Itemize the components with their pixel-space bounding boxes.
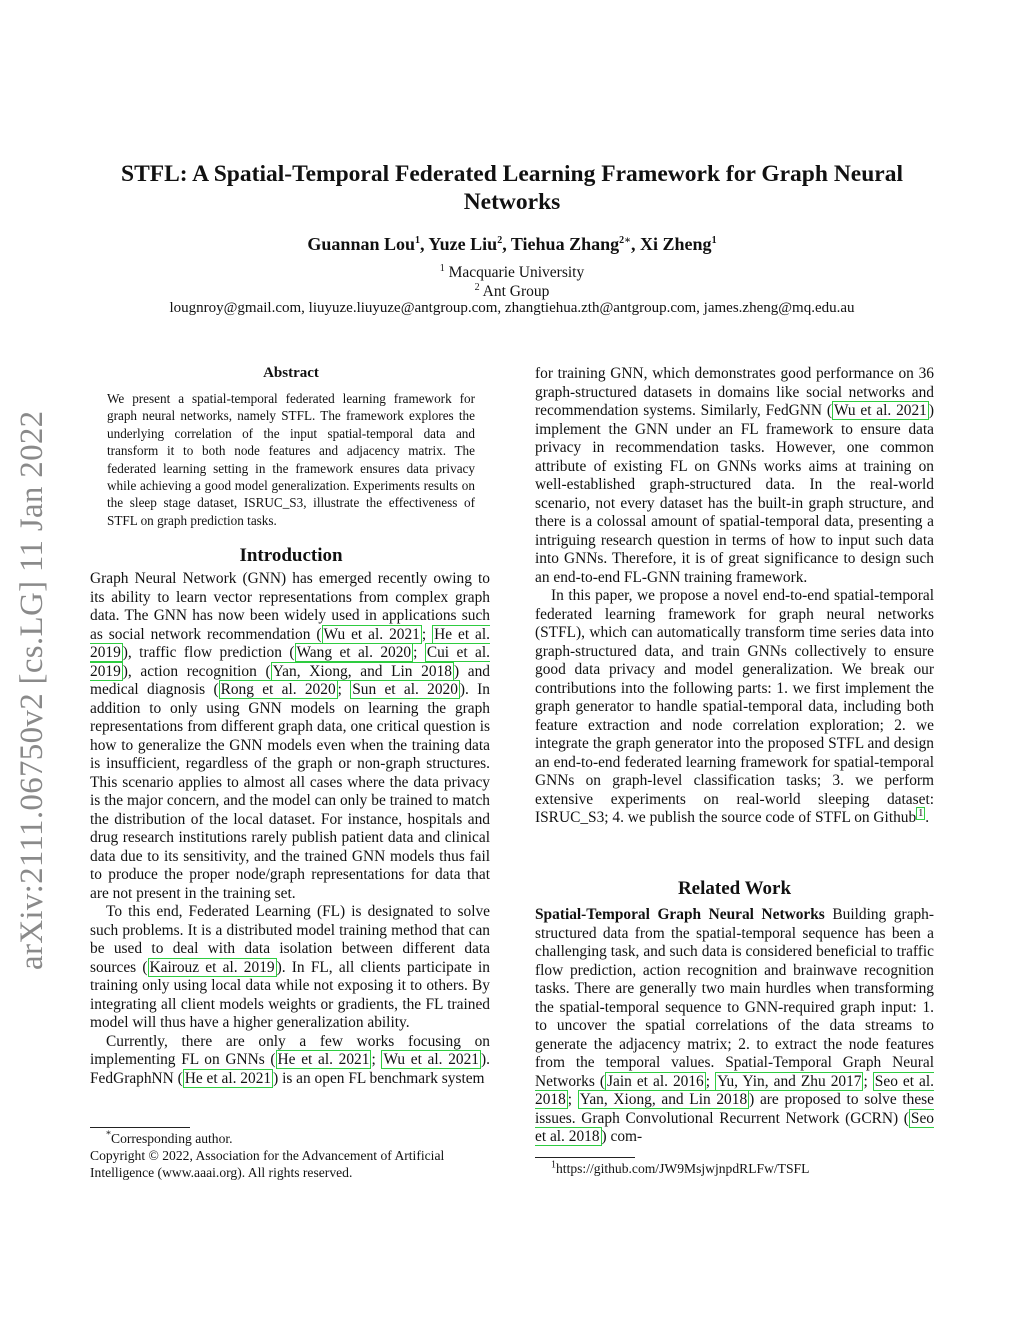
citation-link[interactable]: Sun et al. 2020 [352, 681, 458, 698]
introduction-heading: Introduction [239, 545, 343, 566]
text-run: ) and medical diagnosis ( [90, 662, 490, 698]
text-run: In this paper, we propose a novel end-to-end spatial-temporal federated learning framework for graph neural networks (STFL), which can automatically transform time series data into graph-structured data, and train GNNs collectively to ensure good data privacy and model generalization. We break our contributions into the following parts: 1. we first implement the graph generator to handle spatial-temporal data, including both feature extraction and node correlation exploration; 2. we integrate the graph generator into the proposed STFL and design an end-to-end federated learning framework for spatial-temporal GNNs on graph-level classification tasks; 3. we perform extensive experiments on real-world sleeping dataset: ISRUC_S3; 4. we publish the source code of STFL on Github [535, 587, 934, 826]
text-run: ; [371, 1051, 382, 1068]
text-run: ), action recognition ( [122, 662, 271, 680]
right-paragraph-2 [535, 587, 934, 828]
footnote-url[interactable]: https://github.com/JW9MsjwjnpdRLFw/TSFL [556, 1161, 810, 1176]
text-run: . [925, 809, 930, 826]
author-name: Tiehua Zhang [510, 234, 620, 254]
affil-name: Ant Group [482, 283, 550, 300]
affiliation-1 [100, 263, 924, 282]
text-run: ) com- [601, 1128, 643, 1145]
citation-link[interactable]: Cui et al. 2019 [90, 644, 490, 680]
text-run: ) implement the GNN under an FL framework to ensure data privacy in recommendation tasks. However, one common attribute of existing FL on GNNs works aims at training on well-established graph-structured data. In the real-world scenario, not every dataset has the built-in graph structure, and there is a colossal amount of spatial-temporal data, presenting a intriguing research question in terms of how to input such data into GNNs. Therefore, it is of great significance to design such an end-to-end FL-GNN training framework. [535, 402, 935, 586]
citation-link[interactable]: He et al. 2021 [277, 1051, 370, 1068]
paragraph-heading: Spatial-Temporal Graph Neural Networks [535, 906, 825, 923]
footnote-rule [535, 1157, 635, 1158]
text-run: ), traffic flow prediction ( [122, 644, 295, 661]
footnote-right [551, 1160, 934, 1177]
intro-paragraph-1 [90, 570, 490, 903]
author-name: Xi Zheng [640, 234, 712, 254]
citation-link[interactable]: Seo et al. 2018 [535, 1072, 935, 1108]
related-work-body [535, 906, 934, 1147]
citation-link[interactable]: Wu et al. 2021 [383, 1051, 479, 1068]
text-run: ; [413, 644, 425, 661]
footnote-mark: 1 [551, 1159, 556, 1171]
author-emails: lougnroy@gmail.com, liuyuze.liuyuze@antgroup.com, zhangtiehua.zth@antgroup.com, james.zheng@mq.edu.au [169, 300, 855, 316]
affiliation-2 [100, 282, 924, 301]
text-run: To this end, Federated Learning (FL) is designated to solve such problems. It is a distributed model training method that can be used to deal with data isolation between different data sources ( [90, 903, 490, 976]
arxiv-identifier: arXiv:2111.06750v2 [cs.LG] 11 Jan 2022 [14, 410, 50, 970]
related-paragraph-1 [535, 906, 934, 1147]
affil-mark: 1 [439, 262, 445, 274]
author-affil-mark: 1 [414, 235, 420, 246]
footnote-link[interactable]: 1 [918, 807, 924, 819]
text-run: ) is an open FL benchmark system [273, 1069, 485, 1087]
citation-link[interactable]: Wu et al. 2021 [323, 625, 420, 643]
abstract-text: We present a spatial-temporal federated learning framework for graph neural networks, namely STFL. The framework explores the underlying correlation of the input spatial-temporal data and transform it to both node features and adjacency matrix. The federated learning setting in the framework ensures data privacy while achieving a good model generalization. Experiments results on the sleep stage dataset, ISRUC_S3, illustrate the effectiveness of STFL on graph prediction tasks. [107, 391, 475, 528]
author-name: Guannan Lou [307, 234, 415, 254]
citation-link[interactable]: Jain et al. 2016 [607, 1072, 704, 1090]
citation-link[interactable]: He et al. 2019 [90, 625, 491, 661]
footnote-rule [90, 1127, 190, 1128]
corresponding-note [90, 1130, 490, 1147]
citation-link[interactable]: Kairouz et al. 2019 [149, 958, 275, 976]
citation-link[interactable]: Yu, Yin, and Zhu 2017 [717, 1072, 862, 1090]
text-run: Currently, there are only a few works focusing on implementing FL on GNNs ( [90, 1032, 490, 1068]
citation-link[interactable]: Yan, Xiong, and Lin 2018 [579, 1091, 748, 1108]
citation-link[interactable]: Yan, Xiong, and Lin 2018 [272, 662, 452, 680]
paper-title: STFL: A Spatial-Temporal Federated Learning Framework for Graph Neural Networks [121, 161, 903, 215]
introduction-body [90, 570, 490, 1088]
citation-link[interactable]: Rong et al. 2020 [220, 681, 336, 698]
footnote-mark: * [106, 1129, 111, 1141]
right-column-body [535, 365, 934, 828]
citation-link[interactable]: He et al. 2021 [184, 1069, 272, 1087]
citation-link[interactable]: Wu et al. 2021 [833, 402, 927, 419]
affil-mark: 2 [474, 281, 480, 293]
text-run: ). In FL, all clients participate in training only using local data while not exposing it to others. By integrating all client models weights or gradients, the FL trained model will thus have a higher generalization ability. [90, 958, 490, 1031]
arxiv-sidebar [10, 330, 70, 970]
text-run: ). In addition to only using GNN models on learning the graph representations from different graph data, one critical question is how to generalize the GNN models even when the training data is insufficient, regardless of the graph or non-graph structures. This scenario applies to almost all cases where the data privacy is the major concern, and the model can only be trained to match the distribution of the local dataset. For instance, hospitals and drug research institutions rarely publish patient data and clinical data due to its sensitivity, and the trained GNN models thus fail to produce the proper node/graph representations for data that are not present in the training set. [90, 681, 490, 902]
author-affil-mark: 1 [711, 235, 717, 246]
right-paragraph-1 [535, 365, 934, 587]
author-name: Yuze Liu [428, 234, 498, 254]
text-run: ; [863, 1072, 873, 1090]
copyright-notice: Copyright © 2022, Association for the Advancement of Artificial Intelligence (www.aaai.org). All rights reserved. [90, 1148, 445, 1180]
text-run: for training GNN, which demonstrates good performance on 36 graph-structured datasets in domains like social networks and recommendation systems. Similarly, FedGNN ( [535, 365, 934, 419]
author-list: Guannan Lou$^1$, Yuze Liu$^2$, Tiehua Zhang$^{2∗}$, Xi Zheng$^1$ [307, 234, 717, 254]
footnote-left [90, 1130, 490, 1181]
footnote-text: Corresponding author. [111, 1131, 233, 1146]
author-affil-mark: 2 [497, 235, 503, 246]
text-run: Building graph-structured data from the spatial-temporal sequence has been a challenging task, and such data is considered beneficial to traffic flow prediction, action recognition and brainwave recognition tasks. There are generally two main hurdles when transforming the spatial-temporal sequence to GNN-required graph input: 1. to uncover the spatial correlations of the data streams to generate the adjacency matrix; 2. to extract the node features from the temporal values. Spatial-Temporal Graph Neural Networks ( [535, 906, 934, 1090]
text-run: ; [567, 1091, 578, 1108]
text-run: ; [421, 625, 433, 643]
intro-paragraph-3 [90, 1033, 490, 1089]
text-run: ) are proposed to solve these issues. Graph Convolutional Recurrent Network (GCRN) ( [535, 1091, 935, 1127]
text-run: Graph Neural Network (GNN) has emerged recently owing to its ability to learn vector representations from complex graph data. The GNN has now been widely used in applications such as social network recommendation ( [90, 570, 490, 643]
text-run: ; [705, 1072, 716, 1090]
affil-name: Macquarie University [448, 264, 585, 281]
intro-paragraph-2 [90, 903, 490, 1033]
text-run: ). FedGraphNN ( [90, 1051, 490, 1087]
citation-link[interactable]: Seo et al. 2018 [535, 1109, 934, 1145]
citation-link[interactable]: Wang et al. 2020 [296, 644, 412, 661]
author-affil-mark: 2∗ [619, 235, 632, 246]
related-work-heading: Related Work [677, 878, 792, 899]
text-run: ; [337, 681, 351, 698]
abstract-heading: Abstract [263, 365, 319, 381]
